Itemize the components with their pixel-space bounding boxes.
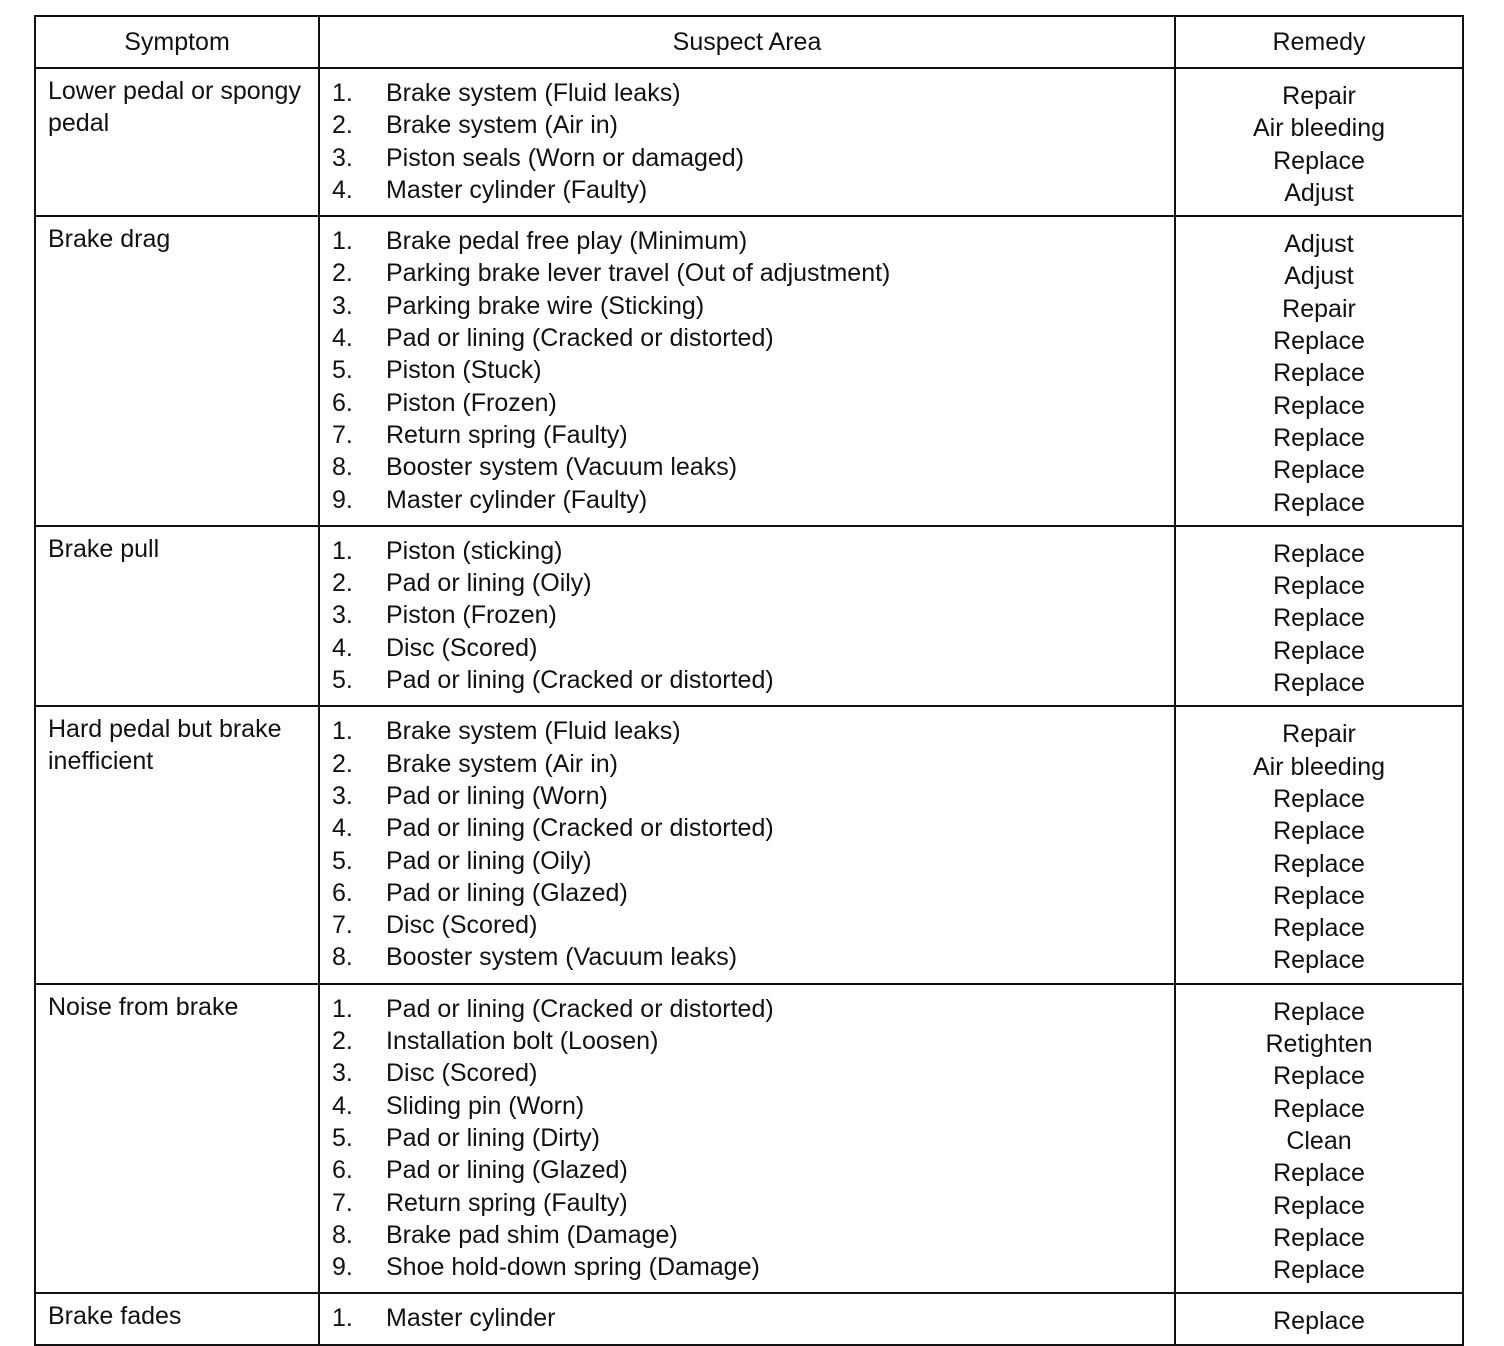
- suspect-area-text: Sliding pin (Worn): [386, 1091, 585, 1120]
- suspect-area-text: Parking brake lever travel (Out of adjustment): [386, 259, 891, 288]
- table-row: [35, 526, 1463, 706]
- item-number: 7.: [332, 420, 353, 449]
- table-row: [35, 216, 1463, 526]
- symptom-text: Brake pull: [48, 534, 160, 563]
- suspect-area-item: [332, 632, 1174, 664]
- suspect-area-cell: [319, 984, 1175, 1294]
- suspect-area-item: [332, 451, 1174, 483]
- suspect-area-text: Pad or lining (Cracked or distorted): [386, 324, 774, 353]
- table-row: [35, 68, 1463, 216]
- remedy-text: Replace: [1273, 636, 1365, 665]
- remedy-text: Replace: [1273, 604, 1365, 633]
- header-row: [35, 16, 1463, 68]
- suspect-area-text: Installation bolt (Loosen): [386, 1027, 659, 1056]
- symptom-cell: [35, 706, 319, 983]
- suspect-area-text: Disc (Scored): [386, 633, 538, 662]
- remedy-text: Replace: [1273, 849, 1365, 878]
- suspect-area-item: [332, 812, 1174, 844]
- item-number: 8.: [332, 1220, 353, 1249]
- suspect-area-item: [332, 354, 1174, 386]
- item-number: 7.: [332, 911, 353, 940]
- suspect-area-item: [332, 257, 1174, 289]
- remedy-text: Air bleeding: [1252, 752, 1386, 781]
- header-symptom: Symptom: [35, 16, 319, 68]
- suspect-area-text: Pad or lining (Cracked or distorted): [386, 666, 774, 695]
- item-number: 7.: [332, 1188, 353, 1217]
- suspect-area-item: [332, 387, 1174, 419]
- suspect-area-text: Pad or lining (Dirty): [386, 1123, 600, 1152]
- item-number: 1.: [332, 227, 353, 256]
- remedy-text: Replace: [1273, 997, 1365, 1026]
- symptom-cell: [35, 526, 319, 706]
- suspect-area-text: Brake system (Fluid leaks): [386, 79, 681, 107]
- suspect-area-text: Piston seals (Worn or damaged): [386, 143, 745, 172]
- item-number: 2.: [332, 1027, 353, 1056]
- item-number: 6.: [332, 1156, 353, 1185]
- remedy-text: Clean: [1286, 1126, 1352, 1155]
- suspect-area-item: [332, 1187, 1174, 1219]
- item-number: 5.: [332, 1123, 353, 1152]
- suspect-area-text: Piston (Frozen): [386, 601, 557, 630]
- item-number: 8.: [332, 453, 353, 482]
- remedy-text: Replace: [1273, 817, 1365, 846]
- suspect-area-cell: [319, 526, 1175, 706]
- item-number: 1.: [332, 717, 353, 746]
- suspect-area-text: Pad or lining (Oily): [386, 569, 592, 598]
- item-number: 3.: [332, 1059, 353, 1088]
- suspect-area-item: [332, 419, 1174, 451]
- item-number: 2.: [332, 749, 353, 778]
- suspect-area-text: Shoe hold-down spring (Damage): [386, 1253, 760, 1282]
- item-number: 3.: [332, 601, 353, 630]
- remedy-cell: [1175, 216, 1463, 526]
- suspect-area-cell: [319, 1293, 1175, 1344]
- suspect-area-text: Master cylinder (Faulty): [386, 175, 648, 204]
- symptom-text: Hard pedal but brake inefficient: [48, 715, 282, 776]
- suspect-area-item: [332, 174, 1174, 206]
- suspect-area-item: [332, 780, 1174, 812]
- suspect-area-item: [332, 225, 1174, 257]
- suspect-area-item: [332, 567, 1174, 599]
- suspect-area-item: [332, 1025, 1174, 1057]
- suspect-area-text: Master cylinder: [386, 1304, 556, 1333]
- suspect-area-text: Return spring (Faulty): [386, 420, 628, 449]
- remedy-text: Replace: [1273, 423, 1365, 452]
- suspect-area-item: [332, 941, 1174, 973]
- suspect-area-text: Pad or lining (Worn): [386, 781, 608, 810]
- item-number: 3.: [332, 781, 353, 810]
- suspect-area-item: [332, 290, 1174, 322]
- remedy-text: Repair: [1282, 82, 1356, 110]
- suspect-area-text: Piston (Frozen): [386, 388, 557, 417]
- remedy-text: Replace: [1273, 1307, 1365, 1336]
- suspect-area-text: Disc (Scored): [386, 1059, 538, 1088]
- item-number: 4.: [332, 175, 353, 204]
- suspect-area-item: [332, 877, 1174, 909]
- suspect-area-text: Master cylinder (Faulty): [386, 485, 648, 514]
- suspect-area-item: [332, 599, 1174, 631]
- suspect-area-item: [332, 748, 1174, 780]
- item-number: 1.: [332, 536, 353, 565]
- remedy-text: Replace: [1273, 456, 1365, 485]
- suspect-area-item: [332, 1154, 1174, 1186]
- remedy-text: Replace: [1273, 572, 1365, 601]
- suspect-area-text: Brake pad shim (Damage): [386, 1220, 678, 1249]
- suspect-area-cell: [319, 216, 1175, 526]
- remedy-text: Air bleeding: [1252, 114, 1386, 143]
- remedy-cell: [1175, 984, 1463, 1294]
- suspect-area-item: [332, 109, 1174, 141]
- suspect-area-item: [332, 1122, 1174, 1154]
- item-number: 2.: [332, 111, 353, 140]
- item-number: 1.: [332, 79, 353, 107]
- suspect-area-item: [332, 535, 1174, 567]
- remedy-text: Replace: [1273, 1159, 1365, 1188]
- suspect-area-item: [332, 845, 1174, 877]
- remedy-text: Replace: [1273, 1223, 1365, 1252]
- table-row: [35, 984, 1463, 1294]
- suspect-area-text: Pad or lining (Cracked or distorted): [386, 814, 774, 843]
- suspect-area-item: [332, 1302, 1174, 1334]
- suspect-area-item: [332, 77, 1174, 109]
- symptom-text: Noise from brake: [48, 992, 239, 1021]
- remedy-text: Replace: [1273, 914, 1365, 943]
- symptom-cell: [35, 984, 319, 1294]
- remedy-text: Replace: [1273, 1256, 1365, 1285]
- remedy-text: Replace: [1273, 1191, 1365, 1220]
- suspect-area-text: Return spring (Faulty): [386, 1188, 628, 1217]
- suspect-area-text: Disc (Scored): [386, 911, 538, 940]
- remedy-cell: [1175, 526, 1463, 706]
- remedy-cell: [1175, 1293, 1463, 1344]
- item-number: 4.: [332, 1091, 353, 1120]
- remedy-text: Replace: [1273, 488, 1365, 517]
- troubleshooting-table: [34, 15, 1464, 1346]
- remedy-text: Adjust: [1284, 230, 1354, 259]
- item-number: 8.: [332, 943, 353, 972]
- suspect-area-item: [332, 909, 1174, 941]
- suspect-area-item: [332, 484, 1174, 516]
- remedy-text: Replace: [1273, 946, 1365, 975]
- item-number: 4.: [332, 324, 353, 353]
- item-number: 5.: [332, 666, 353, 695]
- suspect-area-text: Booster system (Vacuum leaks): [386, 943, 738, 972]
- remedy-text: Repair: [1282, 294, 1356, 323]
- symptom-cell: [35, 216, 319, 526]
- table-row: [35, 706, 1463, 983]
- remedy-text: Replace: [1273, 881, 1365, 910]
- suspect-area-item: [332, 715, 1174, 747]
- item-number: 4.: [332, 814, 353, 843]
- remedy-text: Replace: [1273, 391, 1365, 420]
- item-number: 9.: [332, 485, 353, 514]
- remedy-text: Replace: [1273, 327, 1365, 356]
- suspect-area-item: [332, 1090, 1174, 1122]
- header-suspect-area: Suspect Area: [319, 16, 1175, 68]
- remedy-text: Adjust: [1284, 178, 1354, 207]
- suspect-area-text: Pad or lining (Cracked or distorted): [386, 994, 774, 1023]
- item-number: 2.: [332, 569, 353, 598]
- suspect-area-item: [332, 1251, 1174, 1283]
- suspect-area-text: Brake system (Fluid leaks): [386, 717, 681, 746]
- suspect-area-text: Brake system (Air in): [386, 749, 618, 778]
- item-number: 4.: [332, 633, 353, 662]
- remedy-text: Retighten: [1265, 1030, 1373, 1059]
- remedy-text: Adjust: [1284, 262, 1354, 291]
- symptom-cell: [35, 1293, 319, 1344]
- item-number: 3.: [332, 143, 353, 172]
- remedy-text: Repair: [1282, 720, 1356, 749]
- symptom-cell: [35, 68, 319, 216]
- suspect-area-text: Piston (Stuck): [386, 356, 542, 385]
- header-remedy: Remedy: [1175, 16, 1463, 68]
- item-number: 5.: [332, 846, 353, 875]
- suspect-area-text: Brake pedal free play (Minimum): [386, 227, 748, 256]
- symptom-text: Lower pedal or spongy pedal: [48, 77, 301, 137]
- item-number: 6.: [332, 388, 353, 417]
- remedy-cell: [1175, 706, 1463, 983]
- suspect-area-text: Brake system (Air in): [386, 111, 618, 140]
- suspect-area-item: [332, 1219, 1174, 1251]
- remedy-text: Replace: [1273, 146, 1365, 175]
- table-row: [35, 1293, 1463, 1344]
- table-body: [35, 68, 1463, 1345]
- remedy-text: Replace: [1273, 669, 1365, 698]
- item-number: 2.: [332, 259, 353, 288]
- remedy-text: Replace: [1273, 1062, 1365, 1091]
- suspect-area-text: Parking brake wire (Sticking): [386, 291, 705, 320]
- suspect-area-cell: [319, 68, 1175, 216]
- suspect-area-item: [332, 322, 1174, 354]
- suspect-area-item: [332, 993, 1174, 1025]
- item-number: 1.: [332, 1304, 353, 1333]
- remedy-text: Replace: [1273, 359, 1365, 388]
- suspect-area-text: Pad or lining (Glazed): [386, 878, 628, 907]
- symptom-text: Brake fades: [48, 1302, 182, 1331]
- item-number: 1.: [332, 994, 353, 1023]
- item-number: 9.: [332, 1253, 353, 1282]
- symptom-text: Brake drag: [48, 225, 171, 254]
- remedy-text: Replace: [1273, 784, 1365, 813]
- remedy-cell: [1175, 68, 1463, 216]
- suspect-area-cell: [319, 706, 1175, 983]
- item-number: 5.: [332, 356, 353, 385]
- suspect-area-text: Booster system (Vacuum leaks): [386, 453, 738, 482]
- item-number: 6.: [332, 878, 353, 907]
- suspect-area-item: [332, 664, 1174, 696]
- remedy-text: Replace: [1273, 539, 1365, 568]
- suspect-area-text: Piston (sticking): [386, 536, 563, 565]
- remedy-text: Replace: [1273, 1094, 1365, 1123]
- suspect-area-item: [332, 142, 1174, 174]
- suspect-area-text: Pad or lining (Glazed): [386, 1156, 628, 1185]
- suspect-area-item: [332, 1057, 1174, 1089]
- item-number: 3.: [332, 291, 353, 320]
- suspect-area-text: Pad or lining (Oily): [386, 846, 592, 875]
